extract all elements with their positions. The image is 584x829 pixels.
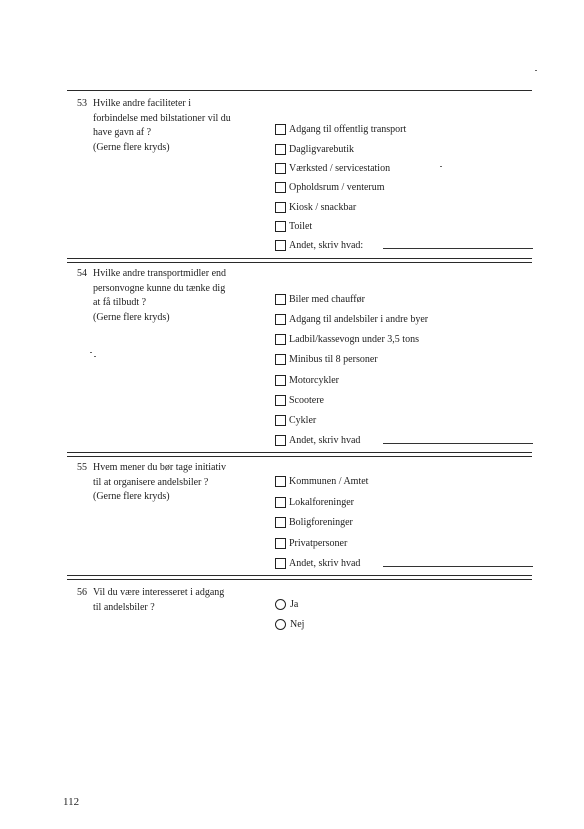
scan-speck: [90, 352, 92, 353]
option[interactable]: [275, 597, 298, 611]
checkbox[interactable]: [275, 395, 286, 406]
option[interactable]: [275, 474, 368, 488]
checkbox[interactable]: [275, 538, 286, 549]
write-in-line[interactable]: [383, 443, 533, 444]
option-label: Ja: [290, 598, 299, 610]
checkbox[interactable]: [275, 182, 286, 193]
option[interactable]: [275, 556, 360, 570]
checkbox[interactable]: [275, 124, 286, 135]
write-in-line[interactable]: [383, 566, 533, 567]
question-line: have gavn af ?: [93, 127, 152, 138]
checkbox[interactable]: [275, 221, 286, 232]
scan-speck: [94, 356, 96, 357]
option-label: Opholdsrum / venterum: [289, 181, 385, 193]
option-label: Boligforeninger: [289, 516, 353, 528]
option-label: Minibus til 8 personer: [289, 353, 378, 365]
page-number: 112: [63, 796, 80, 808]
question-line: personvogne kunne du tænke dig: [93, 282, 226, 294]
question-hint: (Gerne flere kryds): [93, 311, 170, 323]
question-number: 55: [77, 462, 87, 473]
option-label: Ladbil/kassevogn under 3,5 tons: [289, 333, 419, 345]
option-label: Biler med chauffør: [289, 293, 365, 305]
option-label: Cykler: [289, 414, 317, 426]
option[interactable]: [275, 373, 339, 387]
option-label: Adgang til offentlig transport: [289, 123, 407, 135]
question-text: [93, 97, 273, 155]
option[interactable]: [275, 495, 354, 509]
question-hint: (Gerne flere kryds): [93, 491, 170, 502]
write-in-line[interactable]: [383, 248, 533, 249]
option[interactable]: [275, 536, 347, 550]
checkbox[interactable]: [275, 375, 286, 386]
option-label: Motorcykler: [289, 374, 339, 386]
question-number: 54: [77, 268, 87, 279]
option-label: Nej: [290, 618, 305, 630]
option[interactable]: [275, 332, 419, 346]
option-label: Andet, skriv hvad: [289, 434, 361, 446]
option-label: Kiosk / snackbar: [289, 201, 357, 213]
option[interactable]: [275, 413, 316, 427]
checkbox[interactable]: [275, 476, 286, 487]
question-line: Vil du være interesseret i adgang: [93, 587, 225, 598]
option[interactable]: [275, 219, 312, 233]
option-label: Andet, skriv hvad:: [289, 239, 364, 251]
checkbox[interactable]: [275, 334, 286, 345]
option[interactable]: [275, 142, 354, 156]
option-label: Scootere: [289, 394, 324, 406]
section-rule: [67, 575, 532, 576]
option[interactable]: [275, 617, 304, 631]
scan-speck: [440, 166, 442, 167]
option[interactable]: [275, 393, 324, 407]
section-rule: [67, 90, 532, 91]
option[interactable]: [275, 515, 353, 529]
option[interactable]: [275, 292, 365, 306]
option-label: Kommunen / Amtet: [289, 475, 369, 487]
question-hint: (Gerne flere kryds): [93, 141, 170, 153]
option-label: Dagligvarebutik: [289, 143, 354, 155]
checkbox[interactable]: [275, 415, 286, 426]
question-line: Hvilke andre faciliteter i: [93, 98, 192, 109]
question-line: at få tilbudt ?: [93, 297, 147, 308]
option[interactable]: [275, 352, 378, 366]
checkbox[interactable]: [275, 517, 286, 528]
section-rule: [67, 452, 532, 453]
option-label: Privatpersoner: [289, 537, 348, 549]
option[interactable]: [275, 180, 385, 194]
section-rule: [67, 579, 532, 580]
option-label: Adgang til andelsbiler i andre byer: [289, 313, 429, 325]
checkbox[interactable]: [275, 354, 286, 365]
scan-speck: [535, 70, 537, 71]
checkbox[interactable]: [275, 294, 286, 305]
section-rule: [67, 456, 532, 457]
option-label: Toilet: [289, 220, 313, 232]
checkbox[interactable]: [275, 240, 286, 251]
option[interactable]: [275, 238, 363, 252]
question-text: [93, 461, 273, 505]
question-number: 56: [77, 587, 87, 598]
section-rule: [67, 262, 532, 263]
checkbox[interactable]: [275, 435, 286, 446]
checkbox[interactable]: [275, 202, 286, 213]
question-line: Hvilke andre transportmidler end: [93, 268, 227, 279]
question-text: [93, 586, 273, 615]
section-rule: [67, 258, 532, 259]
option-label: Andet, skriv hvad: [289, 557, 361, 569]
option[interactable]: [275, 200, 356, 214]
checkbox[interactable]: [275, 558, 286, 569]
checkbox[interactable]: [275, 144, 286, 155]
checkbox[interactable]: [275, 497, 286, 508]
option-label: Værksted / servicestation: [289, 162, 391, 174]
radio-button[interactable]: [275, 599, 286, 610]
option-label: Lokalforeninger: [289, 496, 354, 508]
question-text: [93, 267, 273, 325]
question-line: til at organisere andelsbiler ?: [93, 476, 209, 488]
option[interactable]: [275, 312, 428, 326]
option[interactable]: [275, 161, 390, 175]
radio-button[interactable]: [275, 619, 286, 630]
question-line: Hvem mener du bør tage initiativ: [93, 462, 227, 473]
option[interactable]: [275, 122, 406, 136]
checkbox[interactable]: [275, 314, 286, 325]
option[interactable]: [275, 433, 360, 447]
question-line: forbindelse med bilstationer vil du: [93, 112, 231, 124]
checkbox[interactable]: [275, 163, 286, 174]
question-number: 53: [77, 98, 87, 109]
question-line: til andelsbiler ?: [93, 601, 155, 613]
